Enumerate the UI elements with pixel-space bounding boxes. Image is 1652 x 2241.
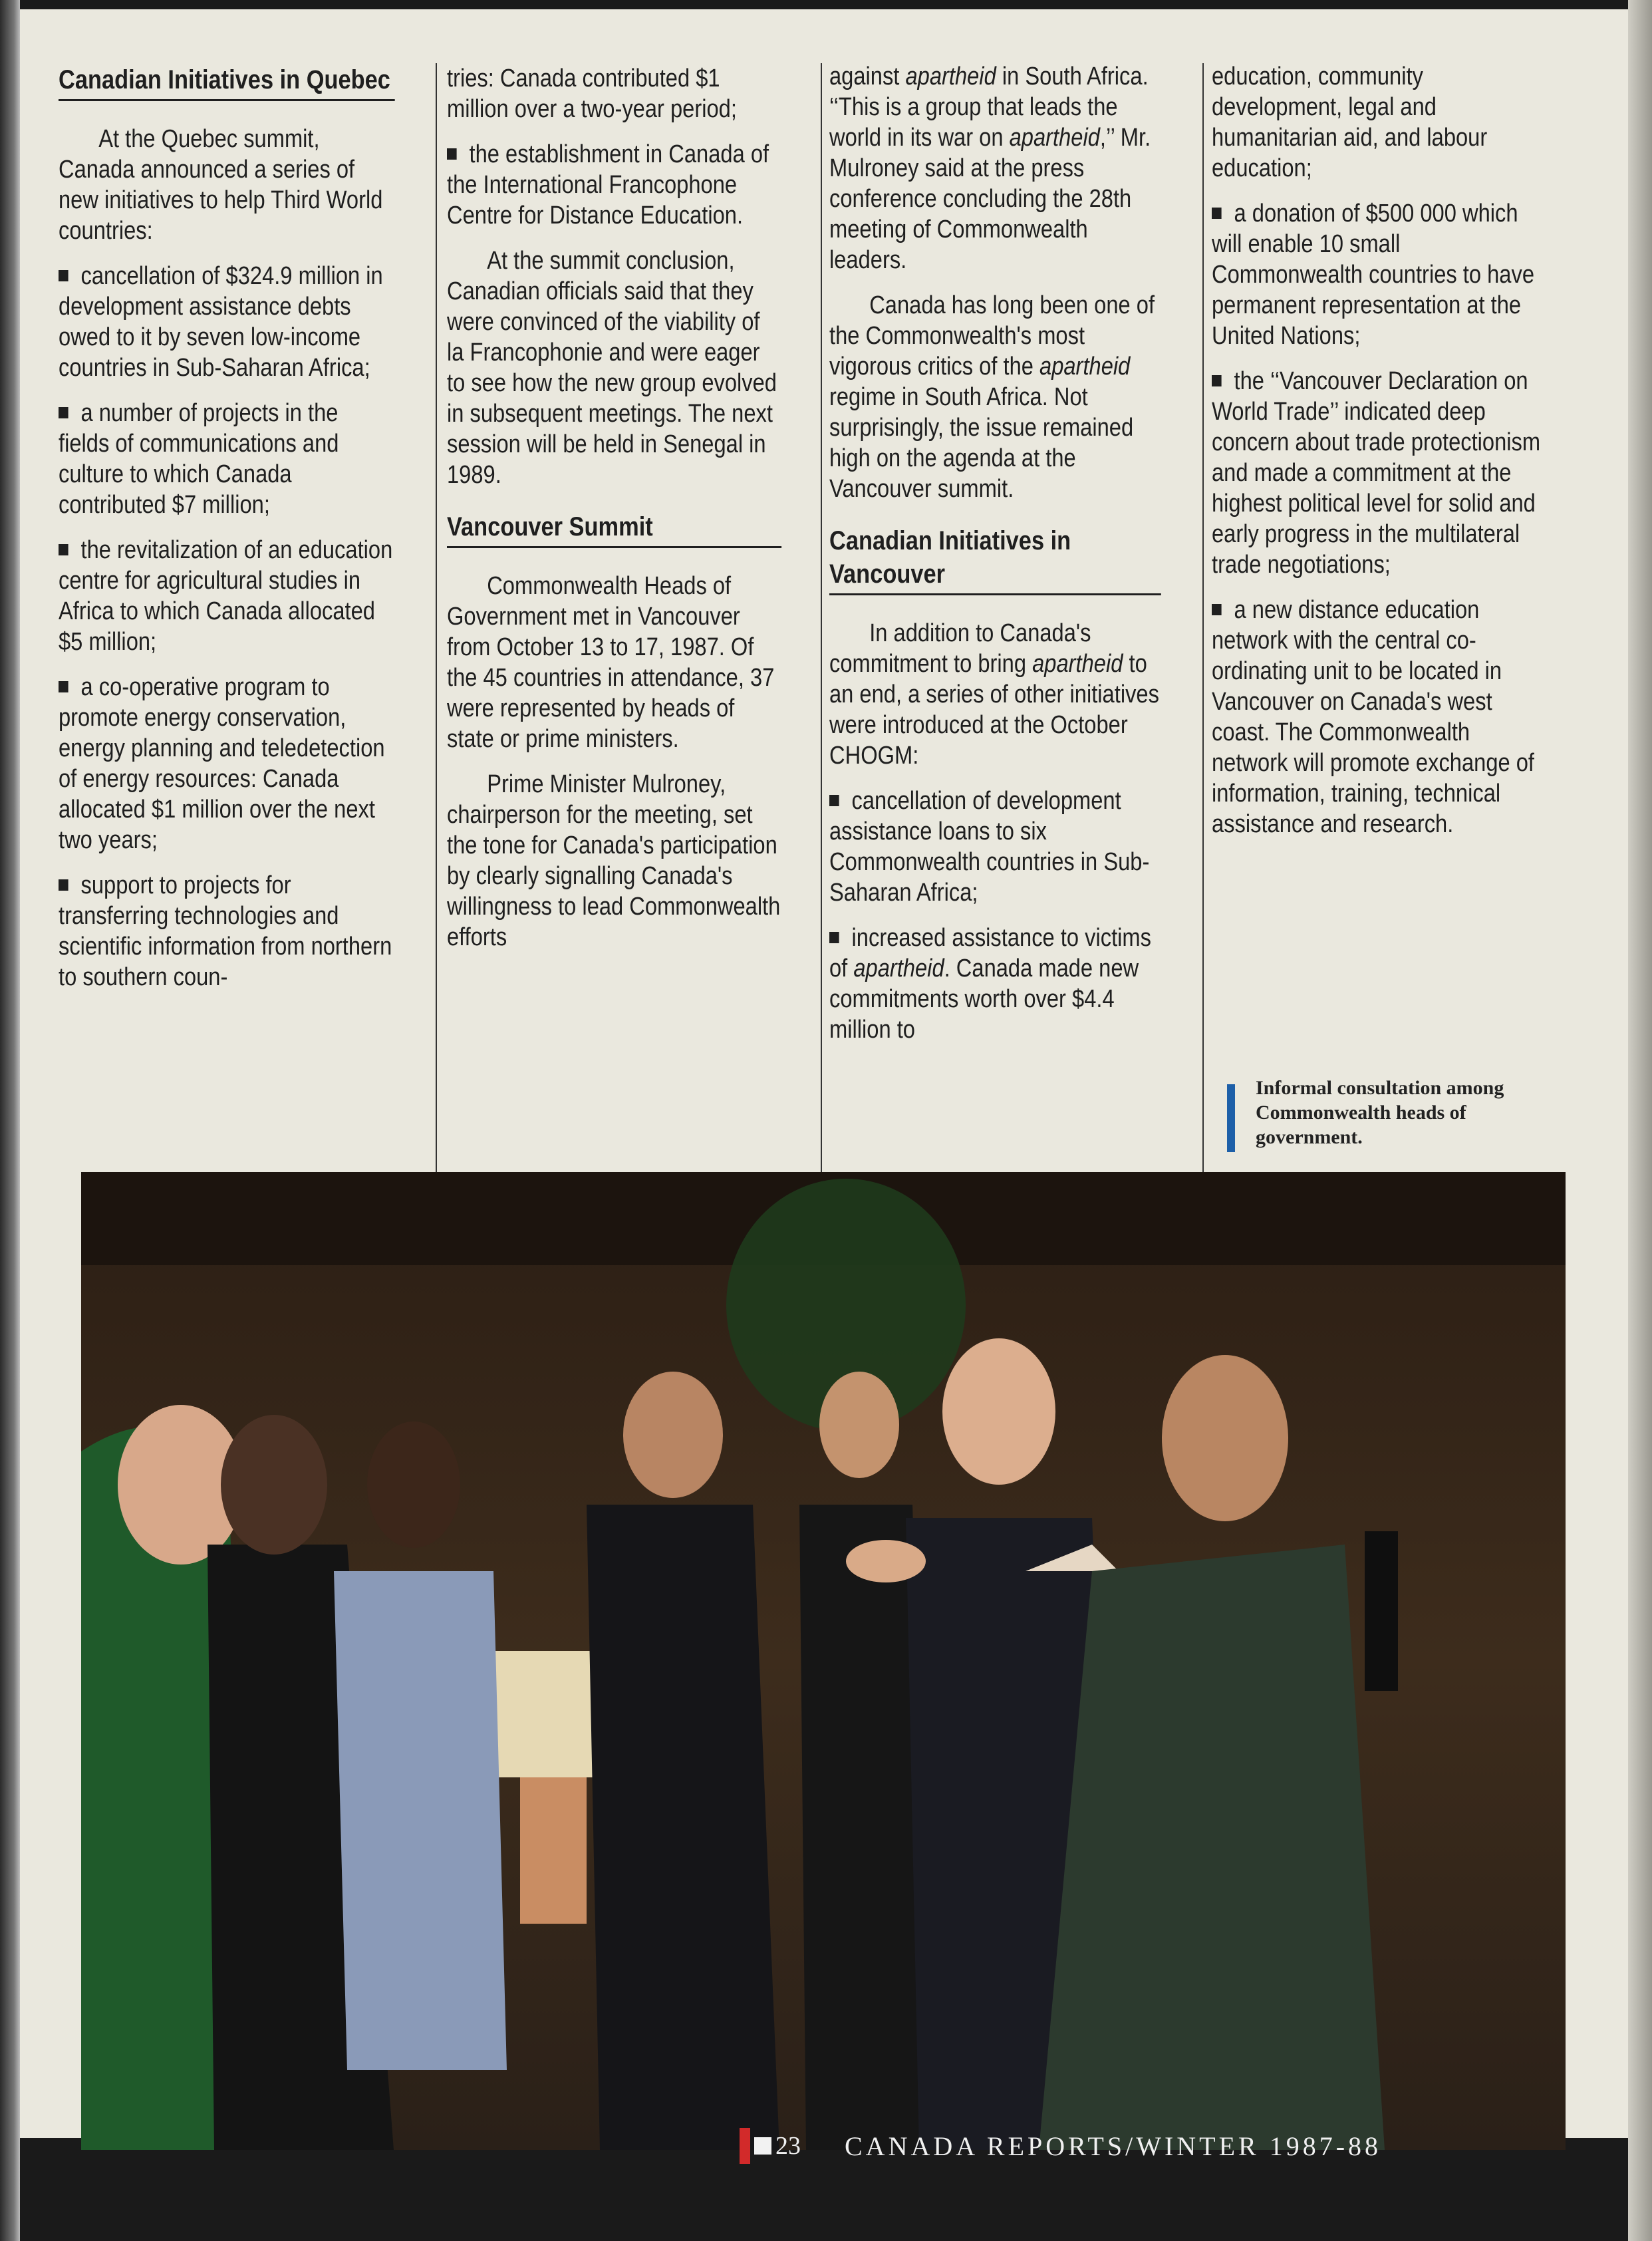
bullet-item: a donation of $500 000 which will enable 10 small Commonwealth countries to have permanent representation at the United Nations;: [1212, 198, 1542, 351]
face: [221, 1415, 327, 1555]
italic-term: apartheid: [1032, 650, 1123, 678]
section-heading-quebec: Canadian Initiatives in Quebec: [59, 63, 395, 101]
text: . Canada made new commitments worth over $4.4 million to: [829, 955, 1139, 1044]
italic-term: apartheid: [853, 955, 944, 982]
paragraph: education, community development, legal and humanitarian aid, and labour education;: [1212, 63, 1488, 182]
paragraph: [829, 290, 1161, 504]
text: regime in South Africa. Not surprisingly, the issue remained high on the agenda at the Vancouver summit.: [829, 383, 1134, 503]
bullet-item: a new distance education network with the central co-ordinating unit to be located in Vancouver on Canada's west coast. The Commonwealth network will promote exchange of information, training, technical assistance and research.: [1212, 595, 1542, 839]
group-photo: [81, 1172, 1566, 2150]
face: [1162, 1355, 1288, 1521]
paragraph: At the summit conclusion, Canadian officials said that they were convinced of the viability of la Francophonie and were eager to see how the new group evolved in subsequent meetings. The next session will be held in Senegal in 1989.: [447, 247, 777, 489]
hand: [846, 1540, 926, 1582]
face: [623, 1372, 723, 1498]
footer-red-block: [740, 2128, 750, 2164]
person-green-suit: [1039, 1545, 1385, 2150]
text: against: [829, 63, 900, 90]
caption-accent-bar: [1227, 1084, 1235, 1152]
page-number: 23: [775, 2132, 801, 2160]
column-3: [829, 61, 1161, 1060]
italic-term: apartheid: [1009, 124, 1100, 152]
person-blue-shirt: [334, 1571, 507, 2070]
spine-shadow: [0, 0, 20, 2241]
bullet-item: a number of projects in the fields of communications and culture to which Canada contributed $7 million;: [59, 398, 395, 520]
column-rule: [436, 63, 437, 1187]
bullet-item: a co-operative program to promote energy conservation, energy planning and teledetection of energy resources: Canada allocated $1 million over the next two years;: [59, 672, 395, 855]
column-2: [447, 63, 781, 967]
lamp-base: [520, 1777, 587, 1924]
text: ,’’ Mr. Mulroney said at the press conference concluding the 28th meeting of Commonwealth leaders.: [829, 124, 1151, 274]
text: in South Africa. ‘‘This is a group that leads the world in its war on: [829, 63, 1149, 152]
paragraph: tries: Canada contributed $1 million over a two-year period;: [447, 65, 737, 123]
column-rule: [821, 63, 822, 1187]
bullet-item: support to projects for transferring technologies and scientific information from northern to southern coun-: [59, 870, 395, 992]
paragraph: Prime Minister Mulroney, chairperson for the meeting, set the tone for Canada's participation by clearly signalling Canada's willingness to lead Commonwealth efforts: [447, 770, 781, 951]
italic-term: apartheid: [905, 63, 996, 90]
text: Canada has long been one of the Commonwealth's most vigorous critics of the: [829, 291, 1155, 380]
bullet-item: the revitalization of an education centre for agricultural studies in Africa to which Canada allocated $5 million;: [59, 535, 395, 657]
masthead: CANADA REPORTS/WINTER 1987-88: [845, 2131, 1382, 2161]
paragraph: [829, 61, 1161, 275]
column-1: [59, 63, 395, 1007]
person-black-suit: [587, 1505, 779, 2150]
background-figure: [1365, 1531, 1398, 1691]
page-edge: [1628, 0, 1652, 2241]
section-heading-vancouver-initiatives: Canadian Initiatives in Vancouver: [829, 524, 1161, 595]
face: [942, 1338, 1055, 1485]
text: to an end, a series of other initiatives were introduced at the October CHOGM:: [829, 650, 1159, 770]
paragraph: Commonwealth Heads of Government met in Vancouver from October 13 to 17, 1987. Of the 45 countries in attendance, 37 were represented by heads of state or prime ministers.: [447, 572, 775, 753]
italic-term: apartheid: [1039, 353, 1131, 380]
bullet-item: the ‘‘Vancouver Declaration on World Trade’’ indicated deep concern about trade protectionism and made a commitment at the highest political level for solid and early progress in the multilateral trade negotiations;: [1212, 366, 1542, 580]
section-heading-vancouver-summit: Vancouver Summit: [447, 510, 781, 548]
footer-square-icon: [754, 2137, 771, 2155]
face: [819, 1372, 899, 1478]
column-rule: [1202, 63, 1204, 1187]
bullet-item: the establishment in Canada of the International Francophone Centre for Distance Education.: [447, 139, 781, 231]
bullet-item: cancellation of development assistance loans to six Commonwealth countries in Sub-Saharan Africa;: [829, 786, 1161, 908]
paragraph: At the Quebec summit, Canada announced a series of new initiatives to help Third World countries:: [59, 125, 383, 245]
photo-caption: Informal consultation among Commonwealth heads of government.: [1256, 1077, 1504, 1148]
footer: [740, 2126, 1604, 2166]
text: increased assistance to victims of: [829, 924, 1151, 982]
text: In addition to Canada's commitment to bring: [829, 619, 1091, 678]
bullet-item: cancellation of $324.9 million in development assistance debts owed to it by seven low-income countries in Sub-Saharan Africa;: [59, 261, 395, 383]
column-4: [1212, 61, 1542, 854]
paragraph: [829, 618, 1161, 771]
face: [367, 1421, 460, 1548]
bullet-item: [829, 923, 1161, 1045]
